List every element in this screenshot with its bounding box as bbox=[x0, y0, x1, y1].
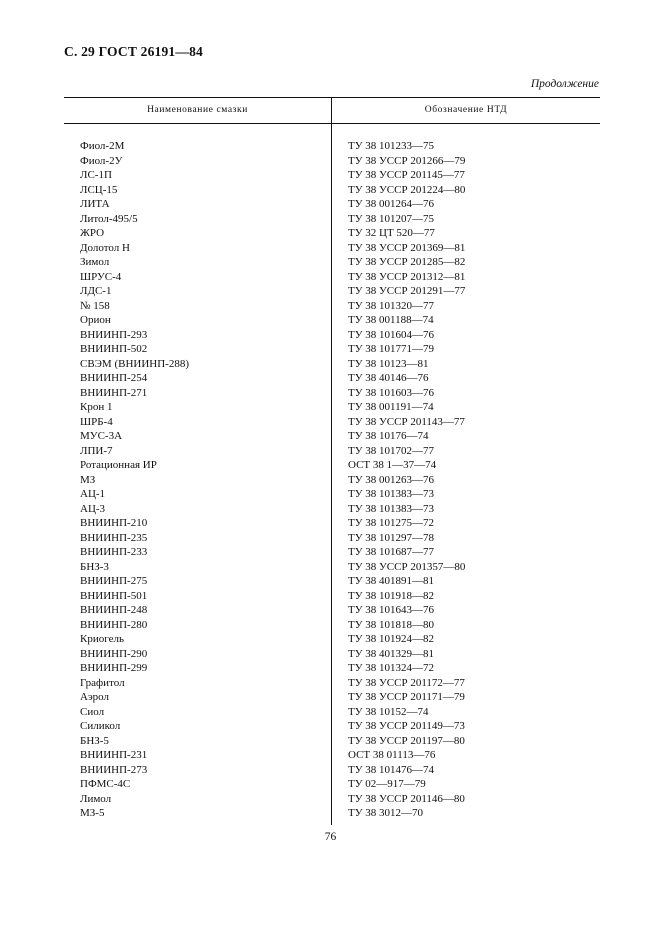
table-row bbox=[64, 328, 600, 343]
lubricant-name-cell: ШРУС-4 bbox=[80, 270, 122, 283]
standard-doc-cell: ТУ 38 101233—75 bbox=[348, 140, 435, 152]
column-header-name: Наименование смазки bbox=[147, 105, 248, 115]
lubricant-name-cell: ВНИИНП-231 bbox=[80, 749, 148, 761]
standard-doc-cell: ТУ 38 101383—73 bbox=[348, 502, 435, 515]
table-row bbox=[64, 299, 600, 314]
standard-doc-cell: ОСТ 38 01113—76 bbox=[348, 749, 436, 761]
lubricant-name-cell: ВНИИНП-501 bbox=[80, 589, 148, 602]
lubricant-name-cell: БНЗ-3 bbox=[80, 560, 109, 573]
table-row bbox=[64, 241, 600, 256]
table-row bbox=[64, 763, 600, 778]
lubricant-name-cell: МЗ bbox=[80, 473, 96, 486]
lubricant-name-cell: ВНИИНП-235 bbox=[80, 531, 148, 544]
header-bottom-rule bbox=[64, 123, 600, 124]
lubricant-name-cell: ШРБ-4 bbox=[80, 415, 113, 428]
standard-doc-cell: ТУ 38 УССР 201312—81 bbox=[348, 270, 466, 283]
table-row bbox=[64, 632, 600, 647]
table-row bbox=[64, 357, 600, 372]
table-row bbox=[64, 255, 600, 270]
lubricant-name-cell: МЗ-5 bbox=[80, 807, 105, 819]
standard-doc-cell: ТУ 38 УССР 201146—80 bbox=[348, 792, 465, 805]
table-row bbox=[64, 284, 600, 299]
table-row bbox=[64, 748, 600, 763]
lubricant-name-cell: Долотол Н bbox=[80, 241, 130, 254]
lubricant-name-cell: ЛДС-1 bbox=[80, 285, 112, 297]
table-row bbox=[64, 502, 600, 517]
table-row bbox=[64, 226, 600, 241]
table-row bbox=[64, 473, 600, 488]
continued-label: Продолжение bbox=[530, 78, 599, 90]
standard-doc-cell: ТУ 38 УССР 201145—77 bbox=[348, 169, 465, 181]
table-row bbox=[64, 574, 600, 589]
lubricant-name-cell: Лимол bbox=[80, 792, 112, 805]
table-row bbox=[64, 589, 600, 604]
standard-doc-cell: ТУ 38 101324—72 bbox=[348, 662, 435, 674]
table-row bbox=[64, 415, 600, 430]
standard-doc-cell: ТУ 38 УССР 201171—79 bbox=[348, 691, 465, 703]
lubricant-name-cell: Орион bbox=[80, 314, 111, 326]
lubricant-name-cell: ЖРО bbox=[80, 227, 105, 239]
column-header-doc: Обозначение НТД bbox=[424, 105, 508, 115]
standard-doc-cell: ТУ 38 401329—81 bbox=[348, 647, 435, 660]
standard-doc-cell: ТУ 38 101603—76 bbox=[348, 386, 435, 399]
standard-doc-cell: ТУ 38 УССР 201197—80 bbox=[348, 734, 465, 747]
table-row bbox=[64, 400, 600, 415]
lubricant-name-cell: ВНИИНП-273 bbox=[80, 763, 148, 776]
table-body bbox=[64, 139, 600, 821]
standard-doc-cell: ТУ 38 УССР 201291—77 bbox=[348, 285, 466, 297]
table-row bbox=[64, 516, 600, 531]
table-row bbox=[64, 531, 600, 546]
lubricant-name-cell: ВНИИНП-233 bbox=[80, 546, 148, 558]
lubricant-name-cell: ВНИИНП-254 bbox=[80, 372, 148, 384]
standard-doc-cell: ТУ 38 УССР 201357—80 bbox=[348, 560, 466, 573]
lubricant-name-cell: Графитол bbox=[80, 676, 125, 689]
table-row bbox=[64, 676, 600, 691]
standard-doc-cell: ТУ 38 10152—74 bbox=[348, 705, 429, 718]
standard-doc-cell: ТУ 38 101275—72 bbox=[348, 517, 435, 529]
lubricant-name-cell: Аэрол bbox=[80, 691, 110, 703]
standard-doc-cell: ТУ 38 001264—76 bbox=[348, 198, 435, 210]
standard-doc-cell: ТУ 38 001263—76 bbox=[348, 473, 435, 486]
lubricant-name-cell: СВЭМ (ВНИИНП-288) bbox=[80, 357, 190, 370]
table-row bbox=[64, 734, 600, 749]
lubricant-name-cell: Зимол bbox=[80, 256, 110, 268]
standard-doc-cell: ТУ 38 УССР 201266—79 bbox=[348, 154, 466, 167]
table-row bbox=[64, 197, 600, 212]
standard-doc-cell: ТУ 38 101383—73 bbox=[348, 488, 435, 500]
lubricant-name-cell: ЛПИ-7 bbox=[80, 444, 113, 457]
table-row bbox=[64, 458, 600, 473]
table-row bbox=[64, 792, 600, 807]
table-row bbox=[64, 168, 600, 183]
standard-doc-cell: ТУ 38 10123—81 bbox=[348, 357, 429, 370]
page-header: С. 29 ГОСТ 26191—84 bbox=[64, 44, 203, 59]
standard-doc-cell: ТУ 38 001188—74 bbox=[348, 314, 434, 326]
lubricant-name-cell: Фиол-2У bbox=[80, 154, 123, 167]
table-top-rule bbox=[64, 97, 600, 98]
lubricant-name-cell: АЦ-3 bbox=[80, 502, 106, 515]
standard-doc-cell: ТУ 38 101604—76 bbox=[348, 328, 435, 341]
standard-doc-cell: ТУ 38 УССР 201172—77 bbox=[348, 676, 465, 689]
lubricant-name-cell: ЛСЦ-15 bbox=[80, 183, 118, 196]
table-row bbox=[64, 647, 600, 662]
lubricant-name-cell: МУС-3А bbox=[80, 430, 123, 442]
table-row bbox=[64, 313, 600, 328]
lubricant-name-cell: ВНИИНП-271 bbox=[80, 386, 148, 399]
standard-doc-cell: ТУ 38 101207—75 bbox=[348, 212, 435, 225]
lubricant-name-cell: № 158 bbox=[80, 299, 110, 312]
lubricant-name-cell: Силикол bbox=[80, 720, 121, 732]
standard-doc-cell: ТУ 38 101320—77 bbox=[348, 299, 435, 312]
page-number: 76 bbox=[324, 831, 337, 843]
standard-doc-cell: ТУ 38 401891—81 bbox=[348, 575, 435, 587]
lubricant-name-cell: БНЗ-5 bbox=[80, 734, 109, 747]
standard-doc-cell: ТУ 38 101818—80 bbox=[348, 618, 435, 631]
lubricant-name-cell: ВНИИНП-280 bbox=[80, 618, 148, 631]
table-row bbox=[64, 560, 600, 575]
table-row bbox=[64, 429, 600, 444]
lubricant-name-cell: ЛИТА bbox=[80, 198, 110, 210]
lubricant-name-cell: АЦ-1 bbox=[80, 488, 106, 500]
lubricant-name-cell: Крон 1 bbox=[80, 401, 113, 413]
standard-doc-cell: ТУ 38 УССР 201369—81 bbox=[348, 241, 466, 254]
lubricant-name-cell: ВНИИНП-275 bbox=[80, 575, 148, 587]
table-row bbox=[64, 212, 600, 227]
standard-doc-cell: ТУ 38 101924—82 bbox=[348, 633, 435, 645]
table-row bbox=[64, 154, 600, 169]
table-row bbox=[64, 806, 600, 821]
table-row bbox=[64, 603, 600, 618]
standard-doc-cell: ТУ 38 УССР 201149—73 bbox=[348, 720, 465, 732]
table-row bbox=[64, 545, 600, 560]
standard-doc-cell: ТУ 38 101702—77 bbox=[348, 444, 435, 457]
table-row bbox=[64, 719, 600, 734]
standard-doc-cell: ТУ 38 101771—79 bbox=[348, 343, 435, 355]
standard-doc-cell: ТУ 38 3012—70 bbox=[348, 807, 424, 819]
standard-doc-cell: ТУ 38 101643—76 bbox=[348, 604, 435, 616]
standard-doc-cell: ТУ 38 40146—76 bbox=[348, 372, 429, 384]
standard-doc-cell: ТУ 32 ЦТ 520—77 bbox=[348, 227, 435, 239]
lubricant-name-cell: ВНИИНП-290 bbox=[80, 647, 148, 660]
table-row bbox=[64, 487, 600, 502]
lubricant-name-cell: ВНИИНП-502 bbox=[80, 343, 148, 355]
lubricant-name-cell: ЛС-1П bbox=[80, 169, 112, 181]
standard-doc-cell: ТУ 38 001191—74 bbox=[348, 401, 434, 413]
table-row bbox=[64, 270, 600, 285]
standard-doc-cell: ТУ 38 УССР 201285—82 bbox=[348, 256, 466, 268]
standard-doc-cell: ТУ 38 УССР 201143—77 bbox=[348, 415, 465, 428]
table-row bbox=[64, 690, 600, 705]
standard-doc-cell: ТУ 38 101918—82 bbox=[348, 589, 435, 602]
table-row bbox=[64, 371, 600, 386]
lubricant-name-cell: Криогель bbox=[80, 633, 124, 645]
standard-doc-cell: ТУ 38 УССР 201224—80 bbox=[348, 183, 466, 196]
table-row bbox=[64, 342, 600, 357]
standard-doc-cell: ТУ 38 101687—77 bbox=[348, 546, 435, 558]
table-row bbox=[64, 139, 600, 154]
table-row bbox=[64, 183, 600, 198]
standard-doc-cell: ОСТ 38 1—37—74 bbox=[348, 459, 437, 471]
lubricant-name-cell: ПФМС-4С bbox=[80, 778, 131, 790]
lubricant-name-cell: Литол-495/5 bbox=[80, 212, 138, 225]
lubricant-name-cell: Фиол-2М bbox=[80, 140, 125, 152]
lubricants-table bbox=[64, 97, 600, 825]
standard-doc-cell: ТУ 38 101476—74 bbox=[348, 763, 435, 776]
table-row bbox=[64, 661, 600, 676]
standard-doc-cell: ТУ 38 101297—78 bbox=[348, 531, 435, 544]
table-row bbox=[64, 444, 600, 459]
standard-doc-cell: ТУ 02—917—79 bbox=[348, 778, 426, 790]
lubricant-name-cell: ВНИИНП-293 bbox=[80, 328, 148, 341]
lubricant-name-cell: ВНИИНП-248 bbox=[80, 604, 148, 616]
table-row bbox=[64, 386, 600, 401]
lubricant-name-cell: Сиол bbox=[80, 705, 105, 718]
table-row bbox=[64, 777, 600, 792]
table-row bbox=[64, 705, 600, 720]
lubricant-name-cell: ВНИИНП-299 bbox=[80, 662, 148, 674]
standard-doc-cell: ТУ 38 10176—74 bbox=[348, 430, 429, 442]
lubricant-name-cell: ВНИИНП-210 bbox=[80, 517, 148, 529]
lubricant-name-cell: Ротационная ИР bbox=[80, 459, 157, 471]
table-row bbox=[64, 618, 600, 633]
